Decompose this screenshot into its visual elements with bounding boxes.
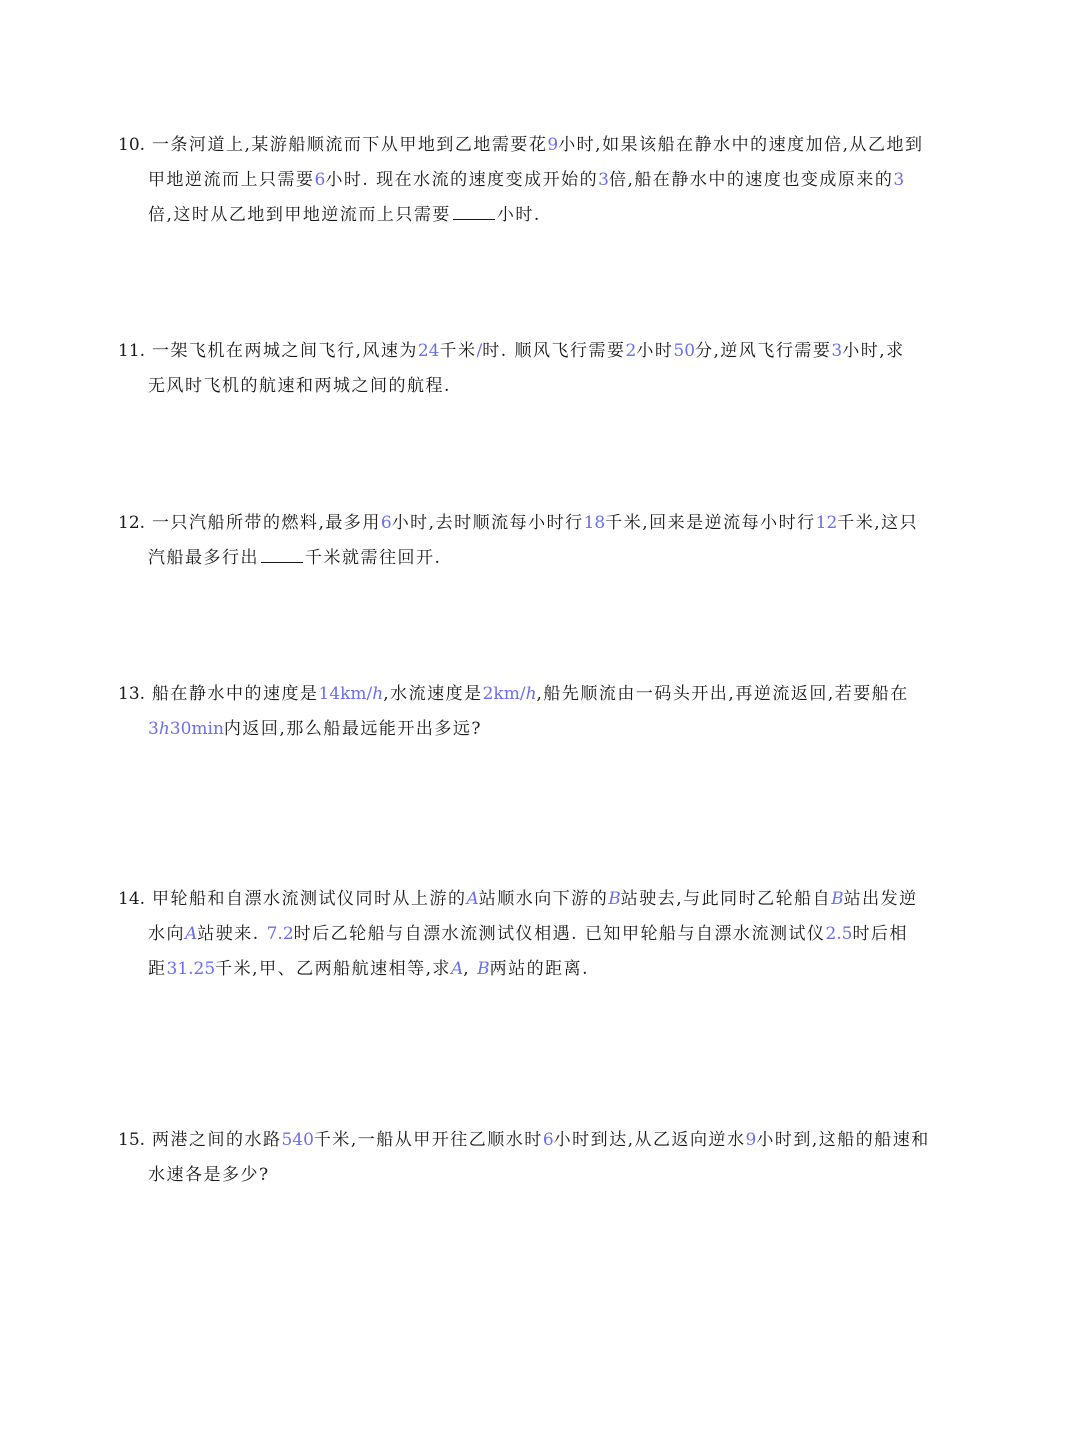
problem-text: 站驶去,与此同时乙轮船自 (620, 889, 832, 909)
problem-text: 甲地逆流而上只需要 (148, 170, 315, 190)
highlighted-value: 2 (625, 341, 637, 361)
highlighted-value: 3 (893, 170, 905, 190)
highlighted-value: h (158, 719, 170, 739)
problem-text: 距 (148, 959, 167, 979)
problem-text: 小时,求 (842, 341, 905, 361)
problem-text: ,水流速度是 (383, 684, 483, 704)
problem-text: 小时. (496, 205, 541, 225)
problem-text: 千米,一船从甲开往乙顺水时 (313, 1130, 543, 1150)
highlighted-value: 24 (417, 341, 440, 361)
highlighted-value: 3 (598, 170, 609, 190)
problem-text: 千米 (439, 341, 477, 361)
problem-line (118, 163, 968, 198)
problem-text: 小时 (636, 341, 674, 361)
problem-12 (118, 506, 968, 576)
highlighted-value: 7.2 (266, 924, 294, 944)
problem-line (118, 128, 968, 163)
problem-line (118, 369, 968, 404)
highlighted-value: 31.25 (166, 959, 216, 979)
problem-line (118, 198, 968, 233)
problem-text: , (463, 959, 478, 979)
problem-text: 小时. 现在水流的速度变成开始的 (325, 170, 599, 190)
highlighted-value: B (477, 959, 490, 979)
problem-number: 10. (118, 135, 146, 155)
problem-text: 内返回,那么船最远能开出多远? (223, 719, 482, 739)
highlighted-value: 9 (745, 1130, 757, 1150)
problem-text: 一架飞机在两城之间飞行,风速为 (151, 341, 418, 361)
problem-line (118, 1123, 968, 1158)
problem-text: 时后乙轮船与自漂水流测试仪相遇. 已知甲轮船与自漂水流测试仪 (293, 924, 826, 944)
highlighted-value: 6 (380, 513, 392, 533)
problem-number: 12. (118, 513, 146, 533)
problem-text: 小时,如果该船在静水中的速度加倍,从乙地到 (558, 135, 924, 155)
problem-line (118, 506, 968, 541)
problem-text: 时后相 (852, 924, 908, 944)
problem-line (118, 712, 968, 747)
highlighted-value: A (185, 924, 198, 944)
problem-text: 水向 (148, 924, 185, 944)
problem-line (118, 1158, 968, 1193)
problem-text: 小时到达,从乙返向逆水 (553, 1130, 746, 1150)
highlighted-value: A (450, 959, 464, 979)
problem-number: 11. (118, 341, 146, 361)
problem-text: 小时到,这船的船速和 (756, 1130, 930, 1150)
problem-number: 14. (118, 889, 146, 909)
problem-line (118, 677, 968, 712)
highlighted-value: h (525, 684, 537, 704)
problem-10 (118, 128, 968, 233)
highlighted-value: 30min (169, 719, 224, 739)
highlighted-value: 6 (314, 170, 326, 190)
problem-text: 无风时飞机的航速和两城之间的航程. (148, 376, 451, 396)
problem-line (118, 917, 968, 952)
highlighted-value: 2.5 (825, 924, 853, 944)
highlighted-value: 14km/ (318, 684, 373, 704)
answer-blank[interactable] (261, 544, 303, 563)
problem-text: 分,逆风飞行需要 (695, 341, 832, 361)
problem-text: 倍,船在静水中的速度也变成原来的 (608, 170, 894, 190)
problem-text: 千米就需往回开. (305, 548, 442, 568)
highlighted-value: 6 (542, 1130, 554, 1150)
highlighted-value: / (476, 341, 483, 361)
highlighted-value: h (372, 684, 384, 704)
highlighted-value: 3 (831, 341, 843, 361)
highlighted-value: A (466, 889, 479, 909)
problem-line (118, 334, 968, 369)
highlighted-value: 540 (281, 1130, 314, 1150)
problem-text: 时. 顺风飞行需要 (482, 341, 626, 361)
highlighted-value: B (608, 889, 621, 909)
problem-text: ,船先顺流由一码头开出,再逆流返回,若要船在 (536, 684, 909, 704)
highlighted-value: 3 (148, 719, 159, 739)
highlighted-value: 12 (815, 513, 838, 533)
problem-text: 一条河道上,某游船顺流而下从甲地到乙地需要花 (151, 135, 548, 155)
problem-text: 千米,这只 (837, 513, 919, 533)
problem-13 (118, 677, 968, 747)
problem-text: 甲轮船和自漂水流测试仪同时从上游的 (151, 889, 467, 909)
problem-text: 站顺水向下游的 (478, 889, 609, 909)
problem-text: 水速各是多少? (148, 1165, 270, 1185)
problem-number: 13. (118, 684, 146, 704)
highlighted-value: 18 (583, 513, 606, 533)
problem-text: 站驶来. (197, 924, 267, 944)
highlighted-value: B (831, 889, 844, 909)
highlighted-value: 9 (547, 135, 559, 155)
problem-text: 船在静水中的速度是 (151, 684, 319, 704)
problem-text: 两站的距离. (489, 959, 589, 979)
problem-line (118, 541, 968, 576)
problem-text: 千米,甲、乙两船航速相等,求 (215, 959, 451, 979)
problem-number: 15. (118, 1130, 146, 1150)
highlighted-value: 2km/ (482, 684, 526, 704)
problem-text: 两港之间的水路 (151, 1130, 282, 1150)
problem-line (118, 882, 968, 917)
problem-line (118, 952, 968, 987)
problem-text: 汽船最多行出 (148, 548, 259, 568)
problem-text: 千米,回来是逆流每小时行 (605, 513, 816, 533)
answer-blank[interactable] (453, 201, 495, 220)
problem-text: 一只汽船所带的燃料,最多用 (151, 513, 381, 533)
problem-11 (118, 334, 968, 404)
highlighted-value: 50 (673, 341, 696, 361)
problem-text: 小时,去时顺流每小时行 (391, 513, 584, 533)
problem-15 (118, 1123, 968, 1193)
problem-text: 站出发逆 (843, 889, 918, 909)
problem-14 (118, 882, 968, 987)
problem-text: 倍,这时从乙地到甲地逆流而上只需要 (148, 205, 451, 225)
